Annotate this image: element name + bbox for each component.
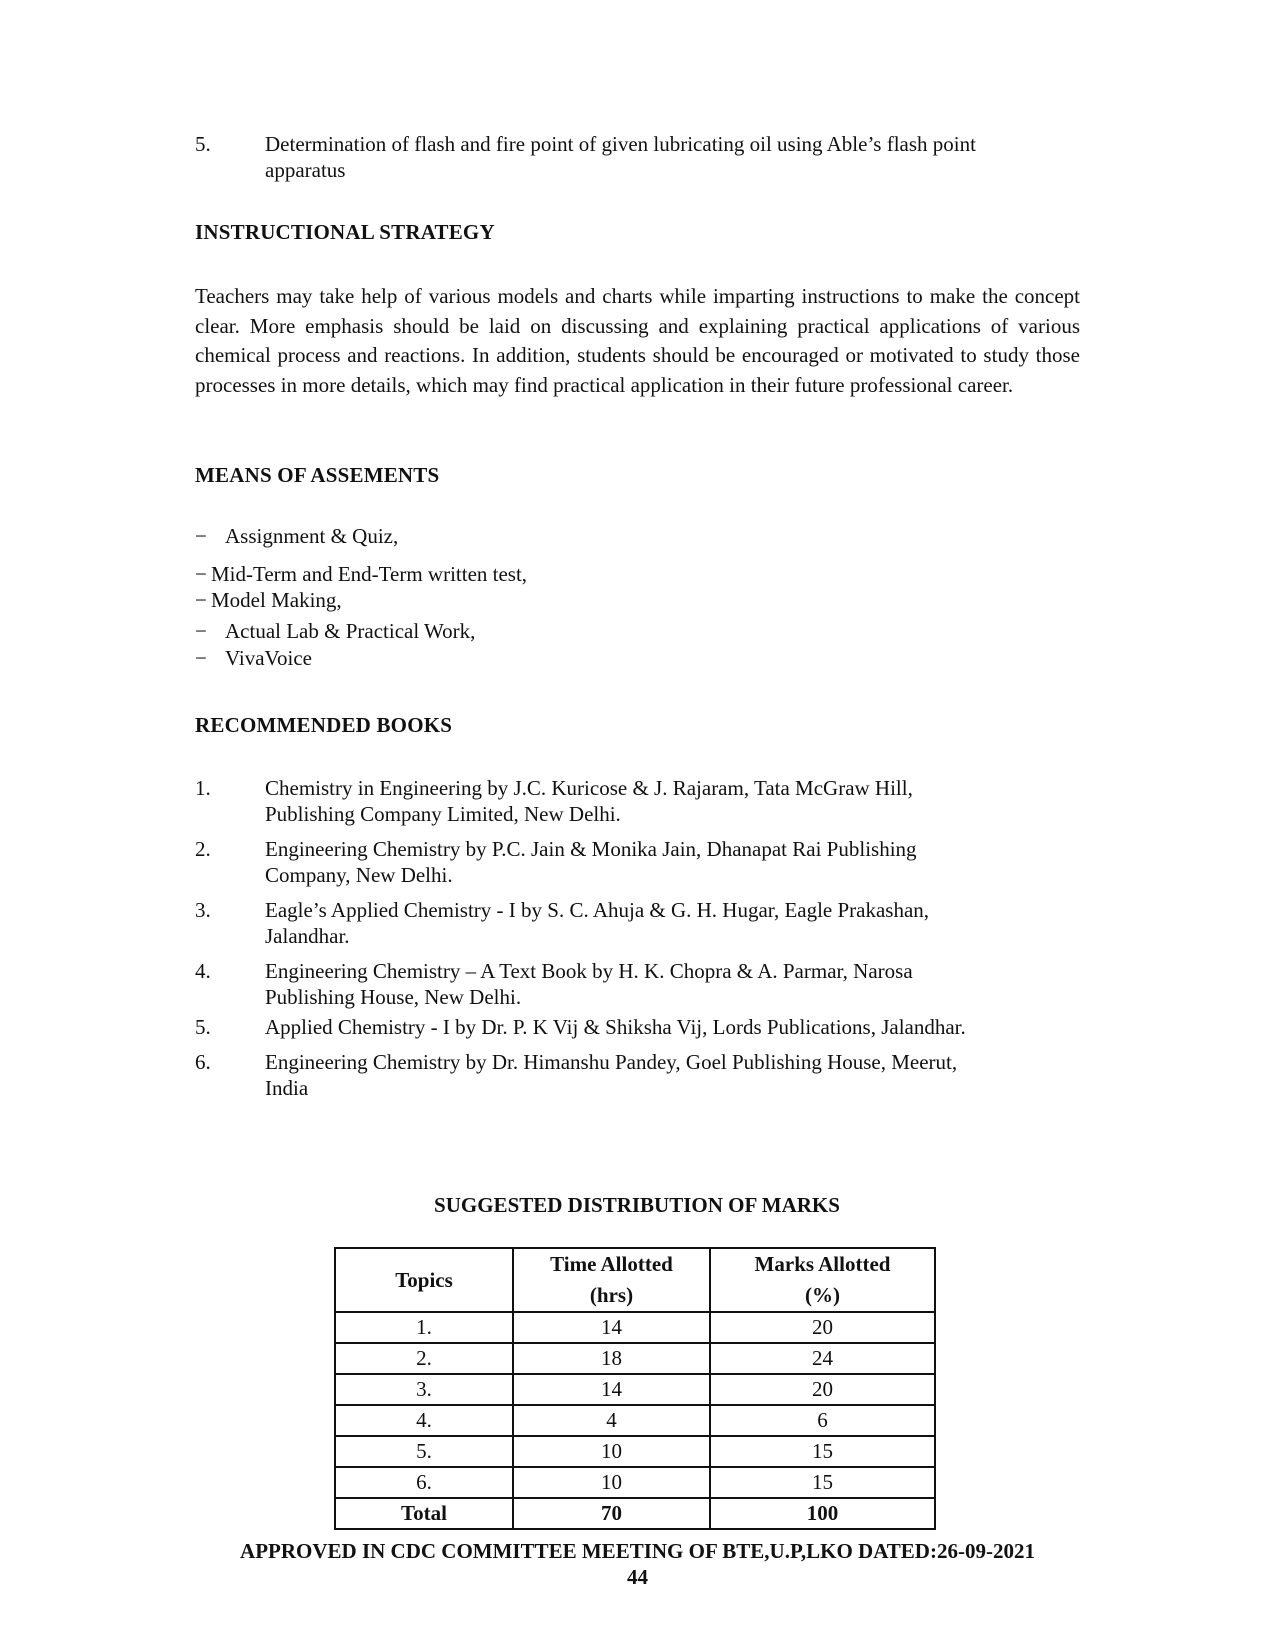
instructional-strategy-heading: INSTRUCTIONAL STRATEGY [195, 220, 495, 244]
book-entry [265, 958, 1095, 1010]
book-line-2: Publishing Company Limited, New Delhi. [265, 802, 621, 826]
assessment-item [195, 645, 312, 671]
approval-footer: APPROVED IN CDC COMMITTEE MEETING OF BTE,U.P,LKO DATED:26-09-2021 [240, 1539, 1035, 1563]
book-number: 5. [195, 1015, 211, 1039]
dash-bullet: − [195, 588, 207, 612]
topic-cell: 5. [335, 1436, 513, 1467]
marks-table-title: SUGGESTED DISTRIBUTION OF MARKS [434, 1193, 840, 1217]
book-entry [265, 836, 1095, 888]
assessment-item-text: Mid-Term and End-Term written test, [211, 562, 528, 586]
topic-cell: 1. [335, 1312, 513, 1343]
topic-cell: 2. [335, 1343, 513, 1374]
marks-cell: 20 [710, 1312, 935, 1343]
time-cell: 14 [513, 1374, 710, 1405]
assessment-item-text: Assignment & Quiz, [225, 524, 399, 548]
topic-cell: 4. [335, 1405, 513, 1436]
book-number: 6. [195, 1050, 211, 1074]
time-cell: 10 [513, 1436, 710, 1467]
marks-cell: 20 [710, 1374, 935, 1405]
table-row [335, 1436, 935, 1467]
book-line-2: India [265, 1076, 309, 1100]
column-header-time [513, 1248, 710, 1312]
book-line-1: Chemistry in Engineering by J.C. Kuricose & J. Rajaram, Tata McGraw Hill, [265, 776, 913, 800]
time-cell: 10 [513, 1467, 710, 1498]
recommended-books-heading: RECOMMENDED BOOKS [195, 713, 453, 737]
dash-bullet: − [195, 562, 207, 586]
assessment-item-text: Model Making, [211, 588, 342, 612]
topic-cell: 6. [335, 1467, 513, 1498]
book-number: 4. [195, 959, 211, 983]
list-number: 5. [195, 132, 211, 156]
book-entry [265, 775, 1095, 827]
dash-bullet: − [195, 524, 207, 548]
marks-header-line-1: Marks Allotted [754, 1252, 891, 1276]
time-cell: 18 [513, 1343, 710, 1374]
time-header-line-2: (hrs) [589, 1283, 634, 1307]
book-number: 2. [195, 837, 211, 861]
marks-distribution-table [334, 1247, 936, 1530]
marks-cell: 24 [710, 1343, 935, 1374]
assessment-item-text: VivaVoice [225, 646, 312, 670]
table-row [335, 1405, 935, 1436]
marks-cell: 15 [710, 1467, 935, 1498]
book-line-1: Engineering Chemistry – A Text Book by H. K. Chopra & A. Parmar, Narosa [265, 959, 913, 983]
table-row [335, 1467, 935, 1498]
practical-item-line-2: apparatus [265, 158, 346, 182]
book-line-1: Engineering Chemistry by Dr. Himanshu Pandey, Goel Publishing House, Meerut, [265, 1050, 958, 1074]
dash-bullet: − [195, 619, 207, 643]
table-row [335, 1374, 935, 1405]
time-header-line-1: Time Allotted [550, 1252, 673, 1276]
total-label-cell: Total [335, 1498, 513, 1529]
time-cell: 4 [513, 1405, 710, 1436]
book-line-2: Publishing House, New Delhi. [265, 985, 522, 1009]
marks-cell: 6 [710, 1405, 935, 1436]
assessment-item [195, 561, 527, 587]
marks-cell: 15 [710, 1436, 935, 1467]
page-number: 44 [627, 1565, 648, 1589]
marks-header-line-2: (%) [805, 1283, 840, 1307]
table-row [335, 1343, 935, 1374]
time-cell: 14 [513, 1312, 710, 1343]
table-row [335, 1312, 935, 1343]
book-line-2: Company, New Delhi. [265, 863, 453, 887]
topic-cell: 3. [335, 1374, 513, 1405]
practical-item-line-1: Determination of flash and fire point of given lubricating oil using Able’s flash point [265, 132, 976, 156]
book-entry [265, 1049, 1095, 1101]
assessment-heading: MEANS OF ASSEMENTS [195, 463, 440, 487]
book-line-1: Engineering Chemistry by P.C. Jain & Monika Jain, Dhanapat Rai Publishing [265, 837, 917, 861]
book-line-2: Jalandhar. [265, 924, 350, 948]
column-header-marks [710, 1248, 935, 1312]
book-line-1: Eagle’s Applied Chemistry - I by S. C. Ahuja & G. H. Hugar, Eagle Prakashan, [265, 898, 930, 922]
book-number: 3. [195, 898, 211, 922]
practical-item-text [265, 131, 1095, 183]
book-entry [265, 1014, 1095, 1040]
dash-bullet: − [195, 646, 207, 670]
assessment-item [195, 587, 342, 613]
book-entry [265, 897, 1095, 949]
book-number: 1. [195, 776, 211, 800]
assessment-item [195, 618, 475, 644]
assessment-item [195, 523, 398, 549]
instructional-strategy-paragraph: Teachers may take help of various models and charts while imparting instructions to make the concept clear. More emphasis should be laid on discussing and explaining practical applications of various chemical process and reactions. In addition, students should be encouraged or motivated to study those processes in more details, which may find practical application in their future professional career. [195, 284, 1080, 397]
total-time-cell: 70 [513, 1498, 710, 1529]
table-total-row [335, 1498, 935, 1529]
table-header-row [335, 1248, 935, 1312]
total-marks-cell: 100 [710, 1498, 935, 1529]
column-header-topics: Topics [335, 1248, 513, 1312]
book-line-1: Applied Chemistry - I by Dr. P. K Vij & Shiksha Vij, Lords Publications, Jalandhar. [265, 1015, 966, 1039]
assessment-item-text: Actual Lab & Practical Work, [225, 619, 476, 643]
